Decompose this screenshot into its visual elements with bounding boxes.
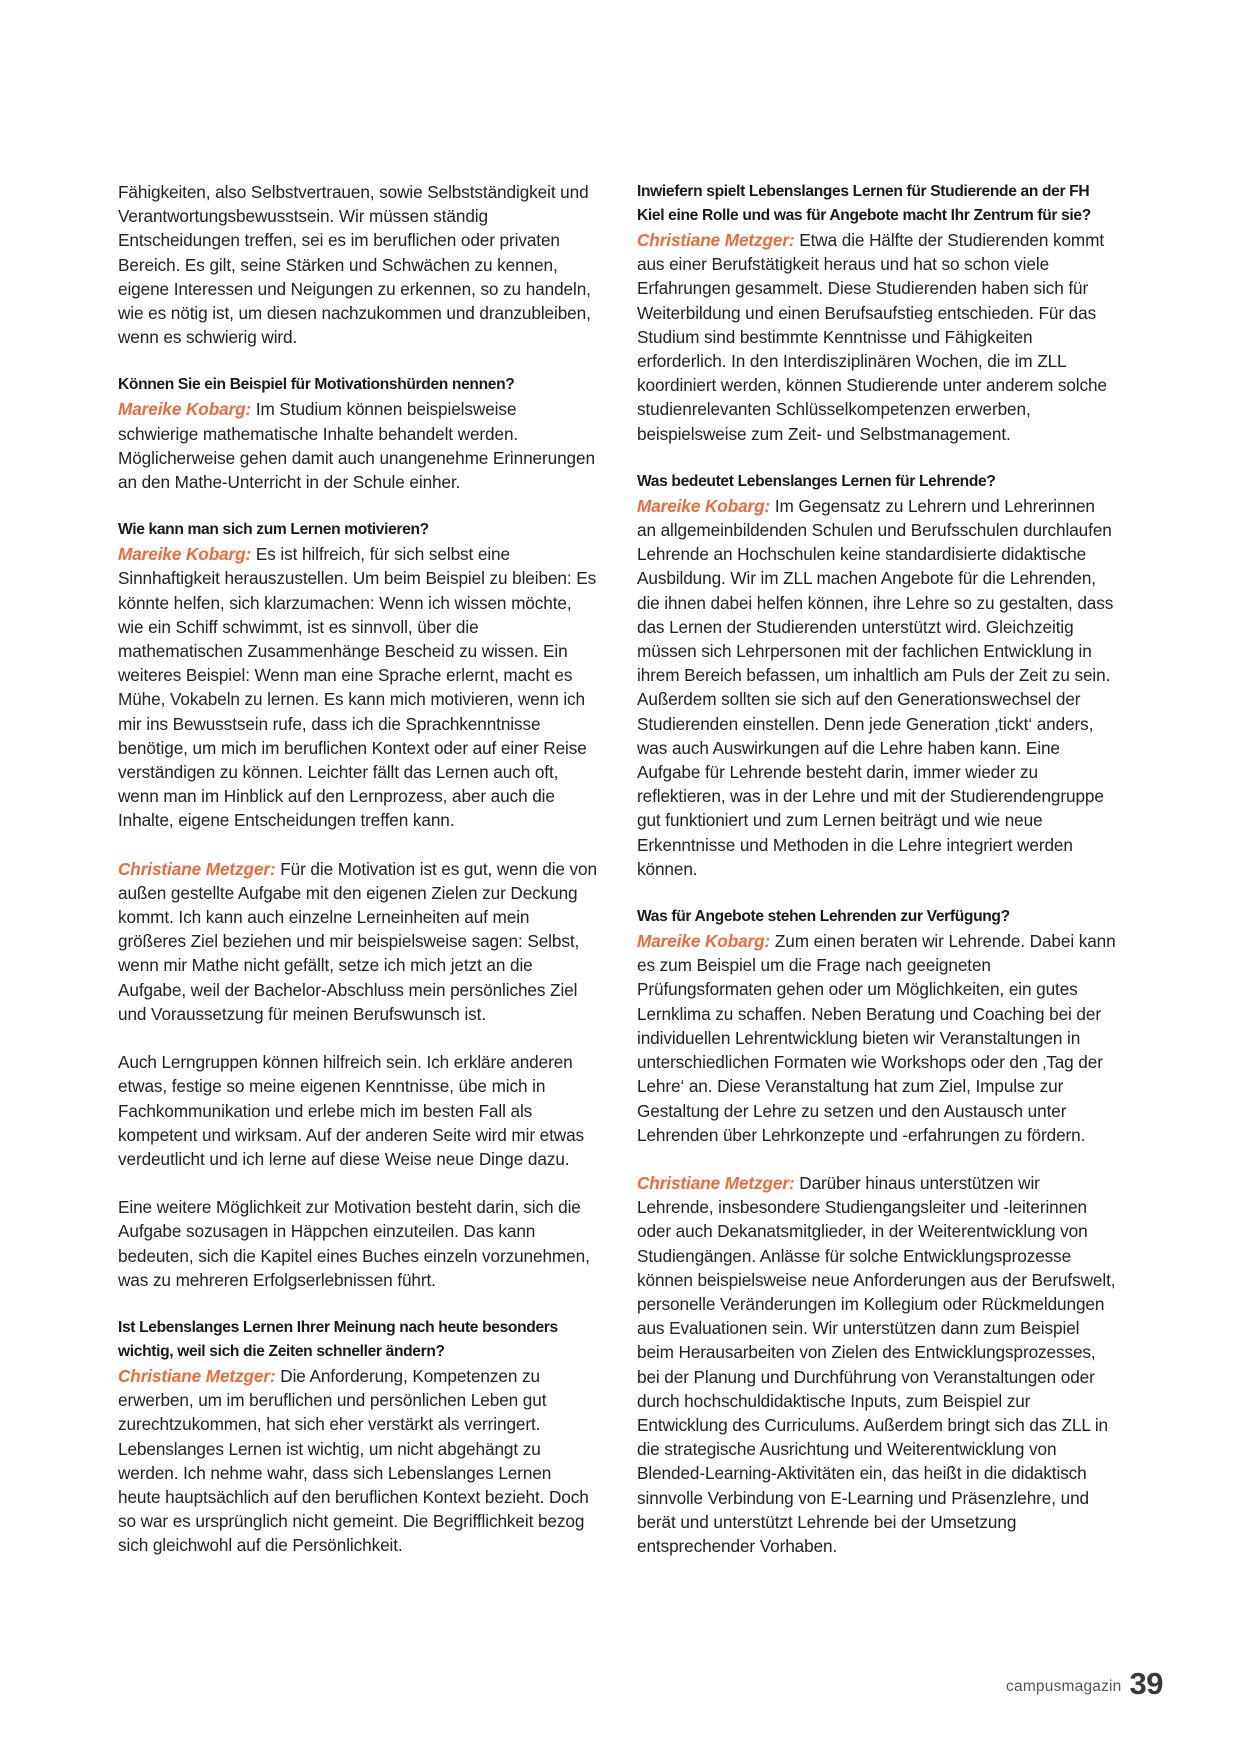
speaker-name: Mareike Kobarg: [118, 544, 252, 565]
intro-section [118, 180, 598, 349]
qa-section [637, 905, 1117, 1147]
answer-text: Im Gegensatz zu Lehrern und Lehrerinnen an allgemeinbildenden Schulen und Berufsschulen durchlaufen Lehrende an Hochschulen keine standardisierte didaktische Ausbildung. Wir im ZLL machen Angebote für die Lehrenden, die ihnen dabei helfen können, ihre Lehre so zu gestalten, dass das Lernen der Studierenden unterstützt wird. Gleichzeitig müssen sich Lehrpersonen mit der fachlichen Entwicklung in ihrem Bereich befassen, um inhaltlich am Puls der Zeit zu sein. Außerdem sollten sie sich auf den Generationswechsel der Studierenden einstellen. Denn jede Generation ‚tickt‘ anders, was auch Auswirkungen auf die Lehre haben kann. Eine Aufgabe für Lehrende besteht darin, immer wieder zu reflektieren, was in der Lehre und mit der Studierendengruppe gut funktioniert und zum Lernen beiträgt und wie neue Erkenntnisse und Methoden in die Lehre integriert werden können. [637, 495, 1114, 879]
answer-section [118, 857, 598, 1026]
paragraph: Eine weitere Möglichkeit zur Motivation besteht darin, sich die Aufgabe sozusagen in Häppchen einzuteilen. Das kann bedeuten, sich die Kapitel eines Buches einzeln vorzunehmen, was zu mehreren Erfolgserlebnissen führt. [118, 1197, 590, 1290]
page-footer [1006, 1660, 1163, 1700]
answer [118, 1364, 598, 1558]
speaker-name: Christiane Metzger: [118, 858, 276, 879]
answer [637, 494, 1117, 881]
answer [118, 857, 598, 1026]
answer-section [637, 1171, 1117, 1558]
speaker-name: Christiane Metzger: [118, 1365, 276, 1386]
paragraph: Auch Lerngruppen können hilfreich sein. Ich erkläre anderen etwas, festige so meine eigenen Kenntnisse, übe mich in Fachkommunikation und erlebe mich im besten Fall als kompetent und wirksam. Auf der anderen Seite wird mir etwas verdeutlicht und ich lerne auf diese Weise neue Dinge dazu. [118, 1052, 585, 1169]
answer [118, 542, 598, 832]
question: Wie kann man sich zum Lernen motivieren? [118, 521, 429, 539]
question: Inwiefern spielt Lebenslanges Lernen für Studierende an der FH Kiel eine Rolle und was für Angebote macht Ihr Zentrum für sie? [637, 183, 1091, 224]
qa-section [118, 373, 598, 494]
left-column [118, 180, 598, 1582]
answer-text: Darüber hinaus unterstützen wir Lehrende, insbesondere Studiengangsleiter und -leiterinnen oder auch Dekanatsmitglieder, in der Weiterentwicklung von Studiengängen. Anlässe für solche Entwicklungsprozesse können beispielsweise neue Anforderungen aus der Berufswelt, personelle Veränderungen im Kollegium oder Rückmeldungen aus Evaluationen sein. Wir unterstützen dann zum Beispiel beim Herausarbeiten von Zielen des Entwicklungsprozesses, bei der Planung und Durchführung von Veranstaltungen oder durch hochschuldidaktische Inputs, zum Beispiel zur Entwicklung des Curriculums. Außerdem bringt sich das ZLL in die strategische Ausrichtung und Weiterentwicklung von Blended-Learning-Aktivitäten ein, das heißt in die didaktisch sinnvolle Verbindung von E-Learning und Präsenzlehre, und berät und unterstützt Lehrende bei der Umsetzung entsprechender Vorhaben. [637, 1172, 1116, 1556]
speaker-name: Mareike Kobarg: [637, 495, 771, 516]
answer-text: Für die Motivation ist es gut, wenn die von außen gestellte Aufgabe mit den eigenen Zielen zur Deckung kommt. Ich kann auch einzelne Lerneinheiten auf mein größeres Ziel beziehen und mir beispielsweise sagen: Selbst, wenn mir Mathe nicht gefällt, setze ich mich jetzt an die Aufgabe, weil der Bachelor-Abschluss mein persönliches Ziel und Voraussetzung für meinen Berufswunsch ist. [118, 858, 597, 1024]
question: Was bedeutet Lebenslanges Lernen für Lehrende? [637, 472, 996, 490]
page-number: 39 [1129, 1666, 1163, 1701]
answer [637, 228, 1117, 446]
question: Ist Lebenslanges Lernen Ihrer Meinung nach heute besonders wichtig, weil sich die Zeiten schneller ändern? [118, 1318, 558, 1360]
qa-section [118, 1316, 598, 1558]
qa-section [637, 180, 1117, 446]
speaker-name: Christiane Metzger: [637, 1172, 795, 1193]
qa-section [637, 470, 1117, 881]
answer-text: Die Anforderung, Kompetenzen zu erwerben, um im beruflichen und persönlichen Leben gut zurechtzukommen, hat sich eher verstärkt als verringert. Lebenslanges Lernen ist wichtig, um nicht abgehängt zu werden. Ich nehme wahr, dass sich Lebenslanges Lernen heute hauptsächlich auf den beruflichen Kontext bezieht. Doch so war es ursprünglich nicht gemeint. Die Begrifflichkeit bezog sich gleichwohl auf die Persönlichkeit. [118, 1365, 589, 1556]
speaker-name: Mareike Kobarg: [118, 399, 252, 420]
answer-text: Es ist hilfreich, für sich selbst eine Sinnhaftigkeit herauszustellen. Um beim Beispiel zu bleiben: Es könnte helfen, sich klarzumachen: Wenn ich wissen möchte, wie ein Schiff schwimmt, ist es sinnvoll, über die mathematischen Zusammenhänge Bescheid zu wissen. Ein weiteres Beispiel: Wenn man eine Sprache erlernt, macht es Mühe, Vokabeln zu lernen. Es kann mich motivieren, wenn ich mir ins Bewusstsein rufe, dass ich die Sprachkenntnisse benötige, um mich im beruflichen Kontext oder auf einer Reise verständigen zu können. Leichter fällt das Lernen auch oft, wenn man im Hinblick auf den Lernprozess, aber auch die Inhalte, eigene Entscheidungen treffen kann. [118, 544, 597, 831]
answer-text: Im Studium können beispielsweise schwierige mathematische Inhalte behandelt werden. Möglicherweise gehen damit auch unangenehme Erinnerungen an den Mathe-Unterricht in der Schule einher. [118, 399, 595, 493]
question: Was für Angebote stehen Lehrenden zur Verfügung? [637, 908, 1010, 926]
paragraph-section [118, 1050, 598, 1171]
speaker-name: Mareike Kobarg: [637, 931, 771, 952]
paragraph-section [118, 1195, 598, 1292]
magazine-name: campusmagazin [1006, 1678, 1122, 1695]
paragraph: Fähigkeiten, also Selbstvertrauen, sowie Selbstständigkeit und Verantwortungsbewusstsein. Wir müssen ständig Entscheidungen treffen, sei es im beruflichen oder privaten Bereich. Es gilt, seine Stärken und Schwächen zu kennen, eigene Interessen und Neigungen zu erkennen, so zu handeln, wie es nötig ist, um diesen nachzukommen und dranzubleiben, wenn es schwierig wird. [118, 182, 591, 348]
qa-section [118, 518, 598, 832]
answer-text: Zum einen beraten wir Lehrende. Dabei kann es zum Beispiel um die Frage nach geeigneten Prüfungsformaten gehen oder um Möglichkeiten, ein gutes Lernklima zu schaffen. Neben Beratung und Coaching bei der individuellen Lehrentwicklung bieten wir Veranstaltungen in unterschiedlichen Formaten wie Workshops oder den ‚Tag der Lehre‘ an. Diese Veranstaltung hat zum Ziel, Impulse zur Gestaltung der Lehre zu setzen und den Austausch unter Lehrenden über Lehrkonzepte und -erfahrungen zu fördern. [637, 931, 1116, 1145]
answer [637, 1171, 1117, 1558]
answer-text: Etwa die Hälfte der Studierenden kommt aus einer Berufstätigkeit heraus und hat so schon viele Erfahrungen gesammelt. Diese Studierenden haben sich für Weiterbildung und einen Berufsaufstieg entschieden. Für das Studium sind bestimmte Kenntnisse und Fähigkeiten erforderlich. In den Interdisziplinären Wochen, die im ZLL koordiniert werden, können Studierende unter anderem solche studienrelevanten Schlüsselkompetenzen erwerben, beispielsweise zum Zeit- und Selbstmanagement. [637, 230, 1107, 444]
right-column [637, 180, 1117, 1582]
answer [637, 929, 1117, 1147]
speaker-name: Christiane Metzger: [637, 230, 795, 250]
answer [118, 397, 598, 494]
question: Können Sie ein Beispiel für Motivationshürden nennen? [118, 376, 515, 394]
